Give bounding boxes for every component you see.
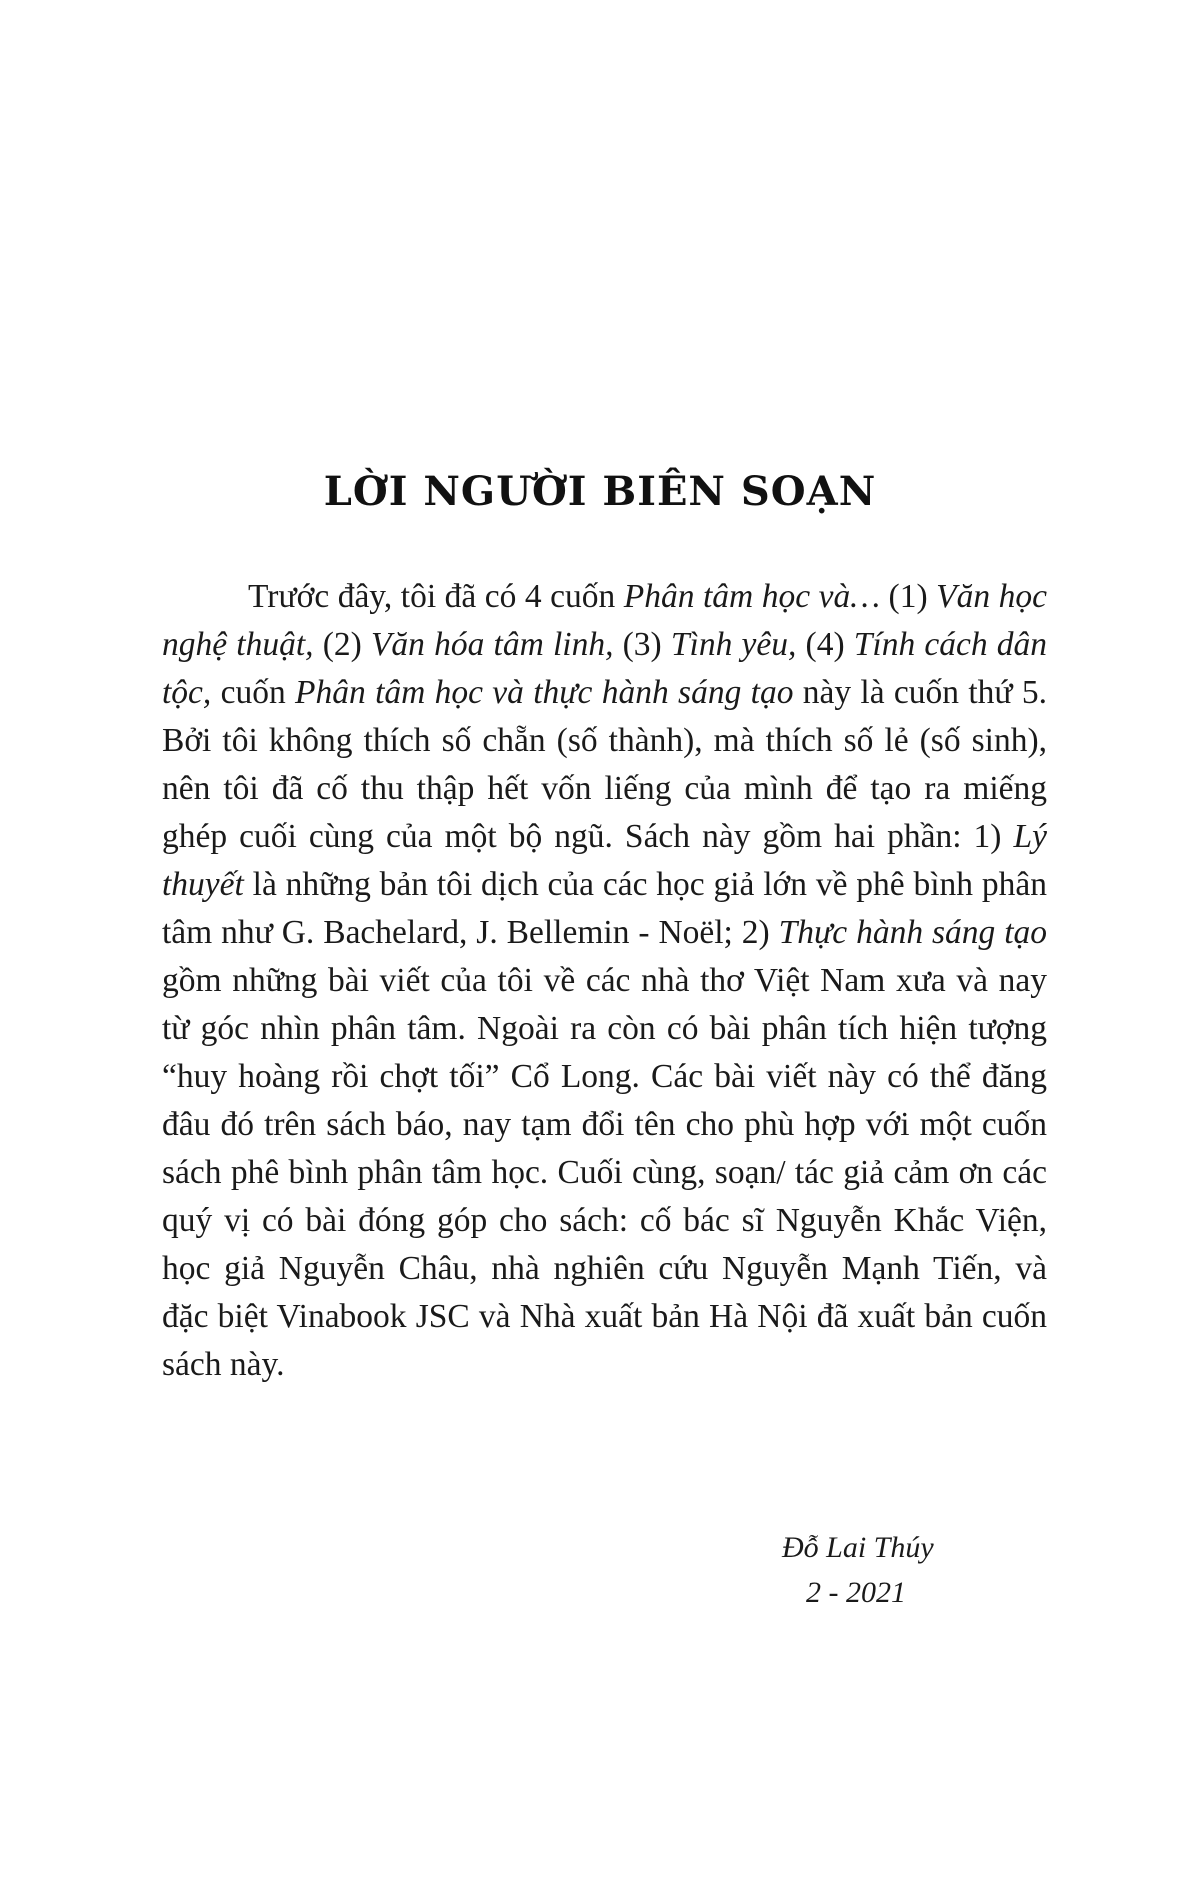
text-run: (2) — [313, 626, 371, 663]
text-run: cuốn — [211, 674, 296, 711]
text-run-italic: Tính cách dân tộc, — [162, 626, 1048, 711]
text-run: Trước đây, tôi đã có 4 cuốn — [248, 578, 624, 615]
page-title: LỜI NGƯỜI BIÊN SOẠN — [323, 468, 877, 515]
text-run: là những bản tôi dịch của các học giả lớn về phê bình phân tâm như G. Bachelard, J. Bellemin - Noël; 2) — [162, 866, 1047, 951]
text-run-italic: Tình yêu, — [670, 626, 797, 663]
text-run-italic: Văn hóa tâm linh, — [370, 626, 614, 663]
signature-date: 2 - 2021 — [806, 1576, 906, 1609]
text-run-italic: Phân tâm học và… — [623, 578, 881, 615]
text-run-italic: Phân tâm học và thực hành sáng tạo — [295, 674, 794, 711]
text-run: này là cuốn thứ 5. Bởi tôi không thích số chẵn (số thành), mà thích số lẻ (số sinh), nên tôi đã cố thu thập hết vốn liếng của mình để tạo ra miếng ghép cuối cùng của một bộ ngũ. Sách này gồm hai phần: 1) — [162, 674, 1047, 855]
text-run-italic: Văn học nghệ thuật, — [162, 578, 1047, 663]
body-paragraph — [162, 573, 1047, 1389]
text-run: gồm những bài viết của tôi về các nhà thơ Việt Nam xưa và nay từ góc nhìn phân tâm. Ngoài ra còn có bài phân tích hiện tượng “huy hoàng rồi chợt tối” Cổ Long. Các bài viết này có thể đăng đâu đó trên sách báo, nay tạm đổi tên cho phù hợp với một cuốn sách phê bình phân tâm học. Cuối cùng, soạn/ tác giả cảm ơn các quý vị có bài đóng góp cho sách: cố bác sĩ Nguyễn Khắc Viện, học giả Nguyễn Châu, nhà nghiên cứu Nguyễn Mạnh Tiến, và đặc biệt Vinabook JSC và Nhà xuất bản Hà Nội đã xuất bản cuốn sách này. — [162, 962, 1047, 1383]
text-run: (4) — [796, 626, 854, 663]
signature-author: Đỗ Lai Thúy — [782, 1531, 934, 1564]
text-run: (3) — [613, 626, 671, 663]
text-run-italic: Lý thuyết — [162, 818, 1047, 903]
text-run: (1) — [880, 578, 937, 615]
text-run-italic: Thực hành sáng tạo — [778, 914, 1048, 951]
